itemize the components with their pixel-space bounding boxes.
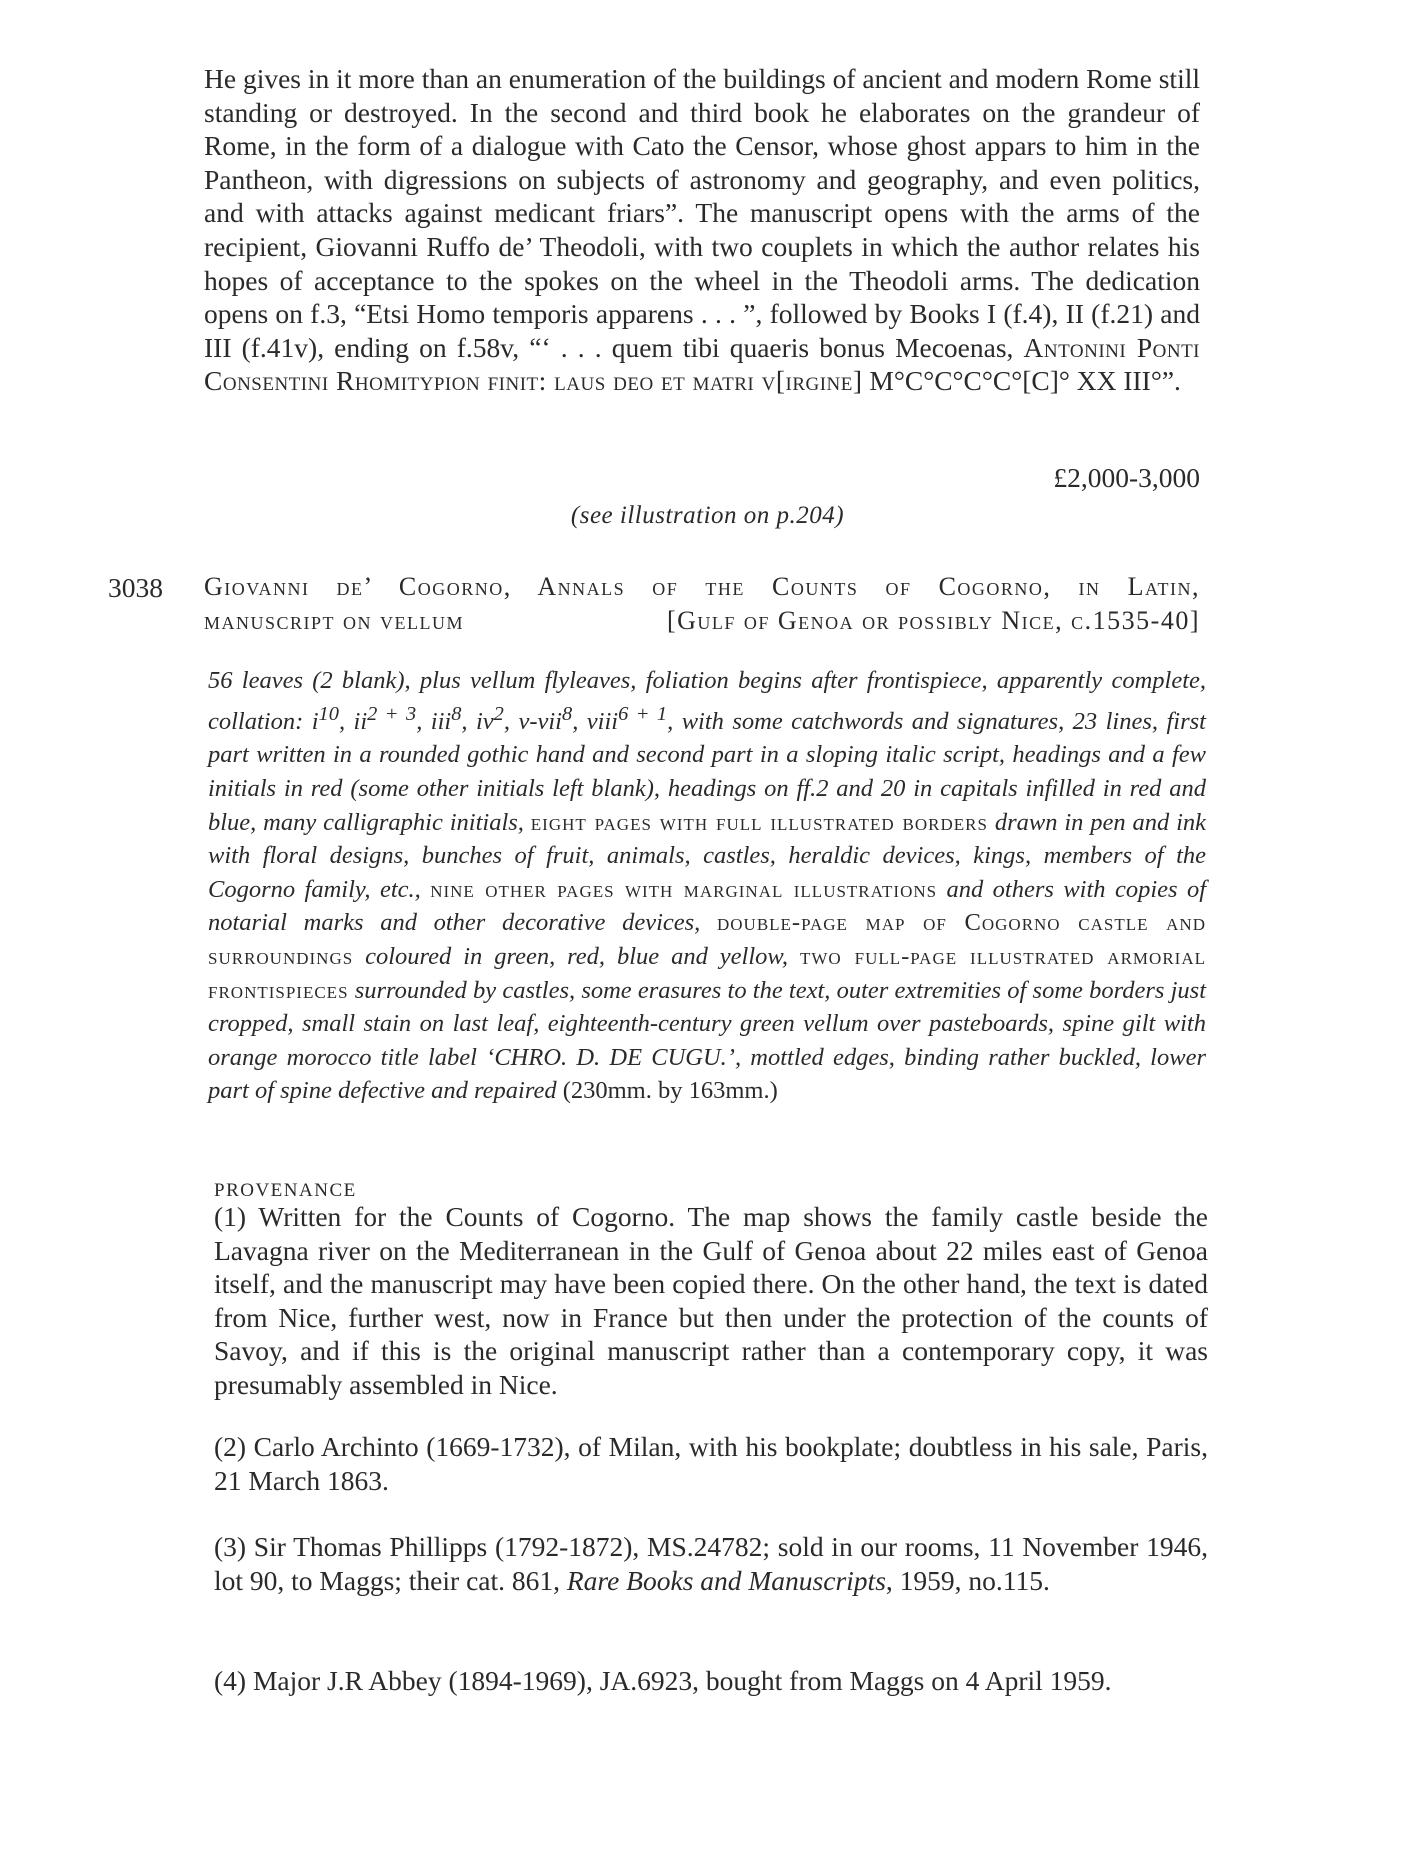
collation-superscript: 8: [561, 702, 573, 725]
collation-superscript: 6 + 1: [618, 702, 668, 725]
description-text: 56 leaves (2 blank), plus vellum flyleaves, foliation begins after frontispiece, apparently complete, collation: i: [208, 667, 1206, 735]
description-text: , iv: [461, 707, 494, 735]
collation-superscript: 2 + 3: [367, 702, 417, 725]
description-highlight: nine other pages with marginal illustrations: [430, 875, 938, 903]
collation-superscript: 10: [318, 702, 339, 725]
catalogue-title: Rare Books and Manuscripts: [566, 1564, 886, 1596]
collation-superscript: 2: [493, 702, 504, 725]
provenance-entry-2: (2) Carlo Archinto (1669-1732), of Milan, with his bookplate; doubtless in his sale, Paris, 21 March 1863.: [214, 1431, 1208, 1496]
lot-heading-medium: manuscript on vellum: [204, 606, 465, 635]
description-text: , with some catchwords and signatures, 23 lines, first part written in a rounded gothic hand and second part in a sloping italic script, headings and a few initials in red (some other initials left blank), headings on ff.2 and 20 in capitals infilled in red and blue, many calligraphic initials,: [208, 707, 1206, 836]
lot-heading-origin: [Gulf of Genoa or possibly Nice, c.1535-40]: [666, 606, 1200, 635]
colophon-date: M°C°C°C°C°[C]° XX III°”.: [869, 365, 1181, 397]
lot-number: 3038: [108, 572, 163, 603]
lot-description: [208, 664, 1206, 1108]
provenance-text: (3) Sir Thomas Phillipps (1792-1872), MS.24782; sold in our rooms, 11 November 1946, lot 90, to Maggs; their cat. 861,: [214, 1531, 1208, 1596]
description-text: , v-vii: [503, 707, 562, 735]
description-text: , iii: [416, 707, 452, 735]
description-text: , ii: [338, 707, 368, 735]
dimensions: (230mm. by 163mm.): [562, 1077, 778, 1105]
description-highlight: two full-page illustrated armorial frontispieces: [208, 942, 1206, 1004]
description-text: coloured in green, red, blue and yellow,: [365, 942, 789, 970]
lot-heading-line-2: [204, 604, 1200, 638]
description-highlight: double-page map of Cogorno castle and surroundings: [208, 909, 1206, 970]
description-text: surrounded by castles, some erasures to the text, outer extremities of some borders just cropped, small stain on last leaf, eighteenth-century green vellum over pasteboards, spine gilt with orange morocco title label ‘CHRO. D. DE CUGU.’, mottled edges, binding rather buckled, lower part of spine defective and repaired: [208, 976, 1206, 1105]
description-text: drawn in pen and ink with floral designs, bunches of fruit, animals, castles, heraldic devices, kings, members of the Cogorno family, etc.,: [208, 808, 1207, 903]
lot-heading-line-1: Giovanni de’ Cogorno, Annals of the Counts of Cogorno, in Latin,: [204, 572, 1200, 601]
intro-text: He gives in it more than an enumeration of the buildings of ancient and modern Rome still standing or destroyed. In the second and third book he elaborates on the grandeur of Rome, in the form of a dialogue with Cato the Censor, whose ghost appars to him in the Pantheon, with digressions on subjects of astronomy and geography, and even politics, and with attacks against medicant friars”. The manuscript opens with the arms of the recipient, Giovanni Ruffo de’ Theodoli, with two couplets in which the author relates his hopes of acceptance to the spokes on the wheel in the Theodoli arms. The dedication opens on f.3, “Etsi Homo temporis apparens . . . ”, followed by Books I (f.4), II (f.21) and III (f.41v), ending on f.58v, “‘ . . . quem tibi quaeris bonus Mecoenas,: [204, 63, 1200, 363]
price-estimate: £2,000-3,000: [1053, 462, 1200, 493]
description-highlight: eight pages with full illustrated borders: [530, 808, 988, 836]
intro-paragraph: [204, 62, 1200, 398]
description-text: and others with copies of notarial marks and other decorative devices,: [208, 875, 1207, 937]
provenance-text: , 1959, no.115.: [885, 1564, 1050, 1596]
provenance-heading: PROVENANCE: [214, 1180, 357, 1201]
lot-heading: [204, 570, 1200, 638]
illustration-reference: (see illustration on p.204): [570, 502, 845, 529]
provenance-entry-4: (4) Major J.R Abbey (1894-1969), JA.6923, bought from Maggs on 4 April 1959.: [214, 1665, 1112, 1696]
provenance-entry-3: [214, 1530, 1208, 1597]
collation-superscript: 8: [451, 702, 462, 725]
colophon-text: Antonini Ponti Consentini Rhomitypion finit: laus deo et matri v[irgine]: [204, 331, 1200, 397]
provenance-entry-1: (1) Written for the Counts of Cogorno. The map shows the family castle beside the Lavagna river on the Mediterranean in the Gulf of Genoa about 22 miles east of Genoa itself, and the manuscript may have been copied there. On the other hand, the text is dated from Nice, further west, now in France but then under the protection of the counts of Savoy, and if this is the original manuscript rather than a contemporary copy, it was presumably assembled in Nice.: [214, 1201, 1208, 1400]
description-text: , viii: [572, 707, 619, 735]
